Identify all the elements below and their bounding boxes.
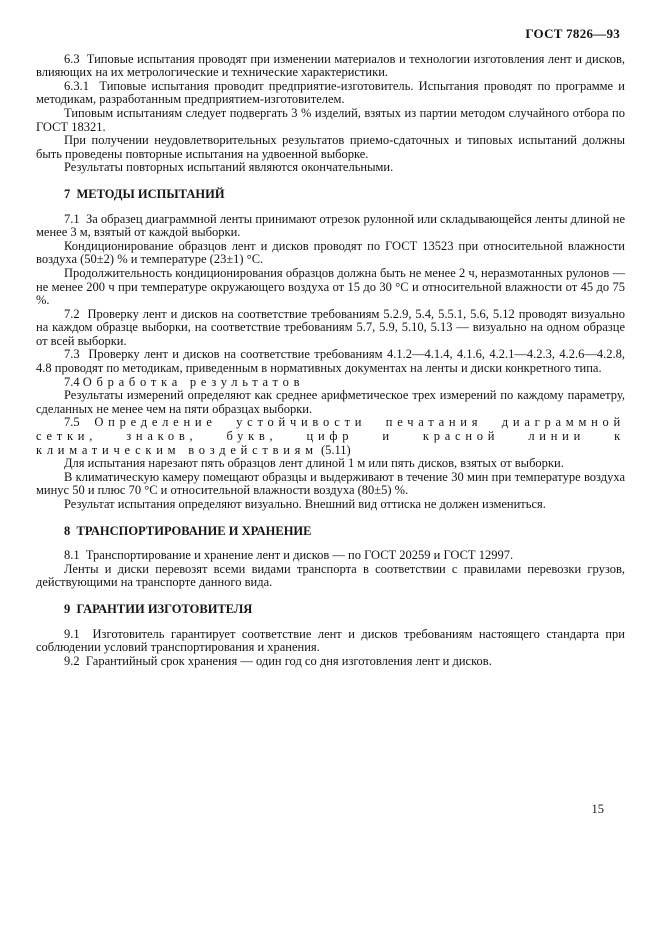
section-heading: 7 МЕТОДЫ ИСПЫТАНИЙ [64,186,225,201]
paragraph-number: 7.5 [64,415,95,430]
paragraph: В климатическую камеру помещают образцы и выдерживают в течение 30 мин при температуре воздуха минус 50 и плюс 70 °С и относительной влажности воздуха (80±5) %. [36,469,625,498]
doc-code: ГОСТ 7826—93 [525,26,620,41]
page-number: 15 [591,802,604,816]
letterspaced-subheading: Обработка результатов [82,374,305,389]
document-body [36,53,625,669]
doc-header [0,0,661,42]
letterspaced-subheading: Определение устойчивости печатания диаграммной сетки, знаков, букв, цифр и красной линии к климатическим воздействиям [36,415,625,457]
paragraph-number: 7.4 [64,374,83,389]
paragraph: 9.1 Изготовитель гарантирует соответствие лент и дисков требованиям настоящего стандарта при соблюдении условий транспортирования и хранения. [36,626,625,655]
paragraph: 6.3.1 Типовые испытания проводит предприятие-изготовитель. Испытания проводят по программе и методикам, разработанным предприятием-изготовителем. [36,78,625,107]
paragraph: 7.1 За образец диаграммной ленты принимают отрезок рулонной или складывающейся ленты длиной не менее 3 м, взятый от каждой выборки. [36,211,625,240]
paragraph: Результат испытания определяют визуально. Внешний вид оттиска не должен измениться. [64,497,546,511]
paragraph: 6.3 Типовые испытания проводят при изменении материалов и технологии изготовления лент и дисков, влияющих на их метрологические и технические характеристики. [36,51,625,80]
paragraph: При получении неудовлетворительных результатов приемо-сдаточных и типовых испытаний должны быть проведены повторные испытания на удвоенной выборке. [36,133,625,161]
paragraph [36,376,625,390]
paragraph: Кондиционирование образцов лент и дисков проводят по ГОСТ 13523 при относительной влажности воздуха (50±2) % и температуре (23±1) °С. [36,238,625,267]
paragraph [36,416,625,457]
paragraph: Ленты и диски перевозят всеми видами транспорта в соответствии с правилами перевозки грузов, действующими на транспорте данного вида. [36,561,625,590]
paragraph: Результаты повторных испытаний являются окончательными. [64,160,394,175]
section-heading: 8 ТРАНСПОРТИРОВАНИЕ И ХРАНЕНИЕ [64,523,312,538]
paragraph: 8.1 Транспортирование и хранение лент и дисков — по ГОСТ 20259 и ГОСТ 12997. [64,548,514,563]
section-heading: 9 ГАРАНТИИ ИЗГОТОВИТЕЛЯ [64,601,253,616]
paragraph: Для испытания нарезают пять образцов лент длиной 1 м или пять дисков, взятых от выборки. [64,456,564,471]
paragraph: 9.2 Гарантийный срок хранения — один год со дня изготовления лент и дисков. [64,653,492,668]
paragraph: 7.2 Проверку лент и дисков на соответствие требованиям 5.2.9, 5.4, 5.5.1, 5.6, 5.12 проводят визуально на каждом образце выборки, на соответствие требованиям 5.7, 5.9, 5.10, 5.13 — визуально на одном образце от всей выборки. [36,306,625,348]
paragraph: Результаты измерений определяют как среднее арифметическое трех измерений по каждому параметру, сделанных не менее чем на пяти образцах выборки. [36,388,625,416]
paragraph: Продолжительность кондиционирования образцов должна быть не менее 2 ч, неразмотанных рулонов — не менее 200 ч при температуре окружающего воздуха от 15 до 30 °С и относительной влажности от 45 до 75 %. [36,265,625,308]
paragraph: Типовым испытаниям следует подвергать 3 % изделий, взятых из партии методом случайного отбора по ГОСТ 18321. [36,105,625,134]
clause-reference: (5.11) [317,442,351,457]
paragraph: 7.3 Проверку лент и дисков на соответствие требованиям 4.1.2—4.1.4, 4.1.6, 4.2.1—4.2.3, 4.2.6—4.2.8, 4.8 проводят по методикам, приведенным в нормативных документах на ленты и диски конкретного типа. [36,347,625,376]
